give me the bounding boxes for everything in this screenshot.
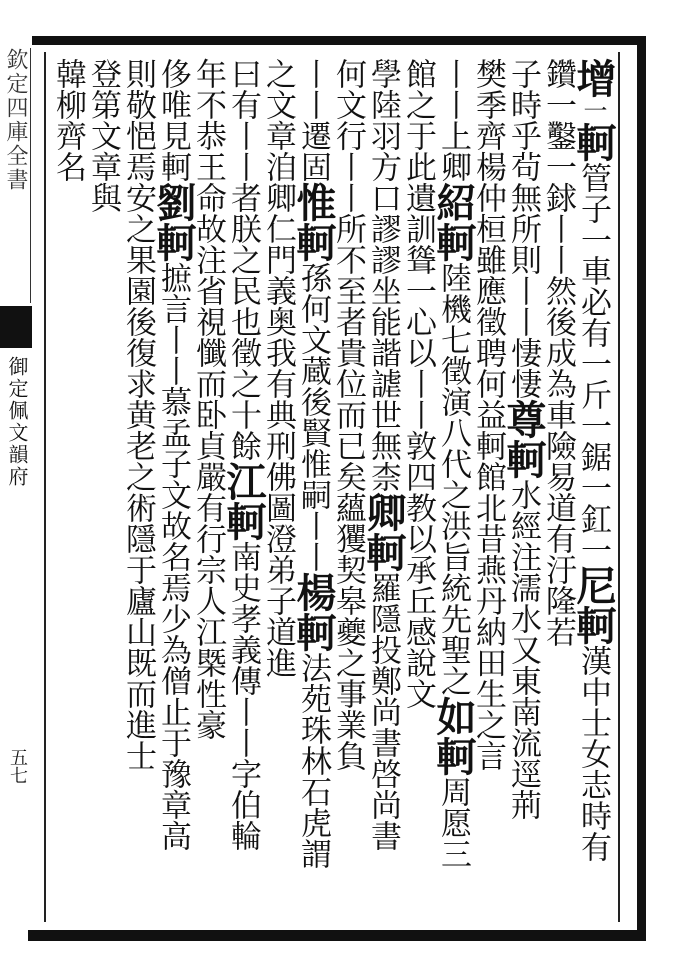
text-segment: 學陸羽方口謬謬坐能諧謔世無柰: [365, 58, 401, 492]
headword-char: 軻: [430, 222, 477, 262]
headword-char: 增: [570, 58, 617, 98]
text-segment: 安之果園後復求黄老之術隱于廬山既而進士: [120, 182, 156, 771]
text-column: [190, 58, 229, 920]
text-segment: 侈唯見軻: [155, 58, 191, 182]
text-segment: 貞嚴有行宗人江槩性豪: [190, 430, 226, 740]
text-column: [400, 58, 439, 920]
text-segment: 遺訓聳一心以丨丨敦四教以承丘: [400, 182, 436, 616]
headword-char: 軻: [570, 122, 617, 162]
inner-left-rule: [44, 52, 46, 922]
text-segment: 館之于此: [400, 58, 436, 182]
text-segment: 孫何文蔵後賢惟嗣丨丨: [295, 262, 331, 572]
text-column: [290, 58, 337, 920]
main-text: [50, 58, 617, 920]
inner-right-rule: [618, 52, 620, 922]
text-column: [570, 58, 617, 920]
margin-fishtail-block: [0, 306, 32, 348]
text-column: [120, 58, 159, 920]
text-column: [85, 58, 124, 920]
text-segment: 摭言丨丨慕孟子文故名焉少為僧止于豫章高: [155, 262, 191, 851]
text-segment: 感說文: [400, 616, 436, 709]
headword-char: 卿: [360, 492, 407, 532]
frame-right-border: [637, 36, 646, 941]
headword-char: 如: [430, 696, 477, 736]
headword-char: 楊: [290, 572, 337, 612]
text-segment: 何文行丨丨所不至者貴位而已矣: [330, 58, 366, 492]
frame-bottom-border: [28, 930, 646, 941]
text-segment: 之文章: [260, 58, 296, 151]
text-segment: 南史孝義傳丨丨字伯輪: [225, 541, 261, 851]
headword-char: 惟: [290, 182, 337, 222]
headword-char: 軻: [570, 605, 617, 645]
text-segment: 水經注濡水又東南流逕荊: [505, 479, 541, 820]
text-segment: 丨丨遷固: [295, 58, 331, 182]
text-column: [220, 58, 267, 920]
text-segment: 漢中士女志時有: [575, 645, 611, 862]
text-segment: 韓柳齊名: [50, 58, 86, 182]
headword-char: 軻: [430, 736, 477, 776]
text-column: [150, 58, 197, 920]
text-column: [330, 58, 369, 920]
headword-char: 軻: [360, 532, 407, 572]
text-column: [360, 58, 407, 920]
text-segment: 蘊玃契皋夔之事業負: [330, 492, 366, 771]
text-segment: 洎卿仁門義奥我有典刑: [260, 151, 296, 461]
text-column: [540, 58, 579, 920]
margin-header-strip: [0, 48, 31, 303]
frame-top-border: [32, 36, 646, 45]
headword-char: 劉: [150, 182, 197, 222]
page-number: 五七: [7, 748, 28, 784]
text-segment: 周愿三: [435, 776, 471, 869]
text-segment: 管子一車必有一斤一鋸一釭一: [575, 162, 611, 565]
text-column: [260, 58, 299, 920]
text-column: [500, 58, 547, 920]
headword-char: 軻: [150, 222, 197, 262]
text-segment: 年不恭王命故注省視懺而卧: [190, 58, 226, 430]
headword-char: 紹: [430, 182, 477, 222]
headword-char: 軻: [500, 439, 547, 479]
book-title: 御定佩文韻府: [5, 356, 29, 488]
text-column: [470, 58, 509, 920]
text-segment: 鑽一鑿一銶丨丨然後成為車: [540, 58, 576, 430]
text-segment: 羅隱投鄭尚書啓尚書: [365, 572, 401, 851]
headword-char: 尼: [570, 565, 617, 605]
headword-char: 軻: [290, 222, 337, 262]
text-segment: 樊季齊楊仲桓雖應徵聘何益: [470, 58, 506, 430]
text-segment: 陸機七徵演八代之洪旨統先聖之: [435, 262, 471, 696]
text-segment: 登第文章與: [85, 58, 121, 213]
headword-char: 軻: [220, 501, 267, 541]
text-segment: 險易道有汙隆若: [540, 430, 576, 647]
headword-char: 江: [220, 461, 267, 501]
page-margin: [0, 48, 34, 928]
text-segment: 子時乎茍無所則丨丨悽悽: [505, 58, 541, 399]
text-segment: 法苑珠林石虎謂: [295, 652, 331, 869]
headword-char: 軻: [290, 612, 337, 652]
text-segment: 則敬悒焉: [120, 58, 156, 182]
text-segment: 曰有丨丨者朕之民也徵之十餘: [225, 58, 261, 461]
text-segment: 佛圖澄弟子道進: [260, 461, 296, 678]
text-segment: 一: [579, 98, 607, 122]
headword-char: 尊: [500, 399, 547, 439]
text-segment: 軻館北昔燕丹納田生之言: [470, 430, 506, 771]
margin-header-text: 欽定四庫全書: [3, 48, 28, 192]
text-segment: 丨丨上卿: [435, 58, 471, 182]
text-column: [50, 58, 89, 920]
text-column: [430, 58, 477, 920]
